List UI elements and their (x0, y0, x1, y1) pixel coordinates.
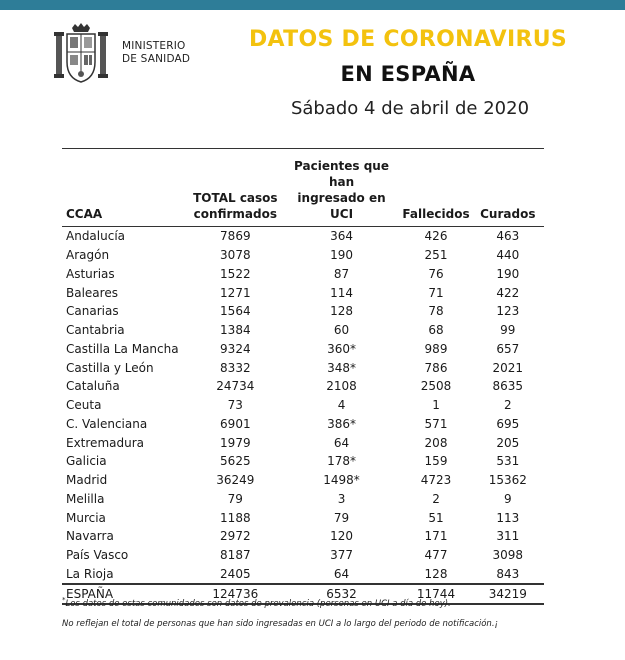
cell-fallecidos: 571 (424, 416, 448, 431)
cell-curados: 657 (496, 341, 520, 356)
cell-uci: 2108 (326, 379, 357, 394)
table-row (62, 546, 544, 565)
header-uci-line-2: ingresado en UCI (297, 191, 386, 221)
cell-total-cases: 24734 (216, 379, 255, 394)
top-accent-bar (0, 0, 625, 10)
table-row (62, 340, 544, 359)
cell-ccaa: Madrid (66, 473, 108, 488)
cell-total-cases: 8187 (220, 548, 251, 563)
cell-fallecidos: 68 (428, 323, 444, 338)
footnote-text-1: Los datos de estas comunidades son datos de prevalencia (personas en UCI a día de hoy). (65, 598, 451, 609)
cell-total-cases: 1271 (220, 285, 251, 300)
header-uci-line-1: Pacientes que han (294, 159, 389, 189)
cell-uci: 364 (330, 229, 353, 244)
cell-curados: 113 (496, 510, 520, 525)
cell-ccaa: País Vasco (66, 548, 129, 563)
cell-total-cases: 1522 (220, 266, 251, 281)
cell-ccaa: Cataluña (66, 379, 120, 394)
ministry-line-2: DE SANIDAD (122, 53, 191, 65)
cell-fallecidos: 78 (428, 304, 444, 319)
cell-ccaa: Galicia (66, 454, 107, 469)
table-row (62, 396, 544, 415)
cell-curados: 123 (496, 304, 520, 319)
table-body (62, 227, 544, 605)
cell-ccaa: Ceuta (66, 398, 102, 413)
cell-uci: 377 (330, 548, 353, 563)
cell-ccaa: La Rioja (66, 566, 114, 581)
cell-total-cases: 79 (227, 491, 243, 506)
table-row (62, 227, 544, 246)
page-title: DATOS DE CORONAVIRUS (248, 27, 568, 52)
cell-uci: 120 (330, 529, 353, 544)
cell-fallecidos: 76 (428, 266, 444, 281)
table-row (62, 358, 544, 377)
cell-ccaa: Aragón (66, 248, 110, 263)
cell-ccaa: C. Valenciana (66, 416, 148, 431)
cell-curados: 99 (500, 323, 516, 338)
header-fallecidos: Fallecidos (400, 158, 471, 227)
table-row (62, 471, 544, 490)
coat-of-arms-icon (52, 22, 110, 84)
cell-total-cases: 6901 (220, 416, 251, 431)
cell-total-cases: 9324 (220, 341, 251, 356)
cell-ccaa: Cantabria (66, 323, 125, 338)
table-row (62, 283, 544, 302)
cell-ccaa: Castilla La Mancha (66, 341, 179, 356)
cell-uci: 1498* (323, 473, 360, 488)
header-ccaa: CCAA (62, 158, 188, 227)
cell-uci: 190 (330, 248, 353, 263)
header-total-line-1: TOTAL casos (193, 191, 278, 205)
cell-fallecidos: 2 (432, 491, 440, 506)
ministry-logo (52, 22, 202, 84)
covid-data-table (62, 158, 544, 605)
table-row (62, 565, 544, 585)
cell-fallecidos: 128 (424, 566, 448, 581)
cell-curados: 843 (496, 566, 520, 581)
cell-curados: 311 (496, 529, 520, 544)
cell-fallecidos: 251 (424, 248, 448, 263)
header-uci (283, 158, 401, 227)
cell-curados: 3098 (492, 548, 524, 563)
table-header-row (62, 158, 544, 227)
cell-uci: 386* (327, 416, 356, 431)
cell-total-cases: 2972 (220, 529, 251, 544)
table-row (62, 302, 544, 321)
cell-uci: 360* (327, 341, 356, 356)
cell-total-cases: 8332 (220, 360, 251, 375)
cell-curados: 34219 (472, 584, 544, 604)
cell-total-cases: 1188 (220, 510, 251, 525)
cell-fallecidos: 51 (428, 510, 444, 525)
header-total-line-2: confirmados (193, 207, 277, 221)
cell-ccaa: Extremadura (66, 435, 144, 450)
cell-uci: 114 (330, 285, 353, 300)
cell-uci: 128 (330, 304, 353, 319)
cell-total-cases: 5625 (220, 454, 251, 469)
table-row (62, 321, 544, 340)
cell-uci: 3 (337, 491, 346, 506)
cell-curados: 8635 (492, 379, 524, 394)
cell-total-cases: 36249 (216, 473, 255, 488)
cell-total-cases: 3078 (220, 248, 251, 263)
cell-uci: 348* (327, 360, 356, 375)
cell-ccaa: Navarra (66, 529, 114, 544)
cell-curados: 695 (496, 416, 520, 431)
ministry-line-1: MINISTERIO (122, 40, 186, 52)
cell-fallecidos: 2508 (420, 379, 452, 394)
cell-total-cases: 1384 (220, 323, 251, 338)
cell-fallecidos: 426 (424, 229, 448, 244)
footnote-line-1 (62, 590, 582, 614)
cell-fallecidos: 159 (424, 454, 448, 469)
cell-curados: 2 (503, 398, 512, 413)
cell-curados: 15362 (488, 473, 527, 488)
header-total-cases (188, 158, 283, 227)
cell-fallecidos: 4723 (420, 473, 452, 488)
cell-ccaa: ESPAÑA (62, 584, 188, 604)
cell-fallecidos: 477 (424, 548, 448, 563)
cell-total-cases: 7869 (220, 229, 251, 244)
cell-uci: 87 (333, 266, 350, 281)
table-row (62, 508, 544, 527)
cell-curados: 190 (496, 266, 520, 281)
footnotes (62, 590, 582, 634)
cell-total-cases: 2405 (220, 566, 251, 581)
cell-ccaa: Melilla (66, 491, 105, 506)
cell-fallecidos: 786 (424, 360, 448, 375)
table-row (62, 527, 544, 546)
cell-ccaa: Asturias (66, 266, 115, 281)
footnote-line-2: No reflejan el total de personas que han sido ingresadas en UCI a lo largo del periodo de notificación.¡ (62, 618, 498, 629)
header-curados: Curados (472, 158, 544, 227)
cell-total-cases: 124736 (188, 584, 283, 604)
cell-total-cases: 1564 (220, 304, 251, 319)
cell-uci: 178* (327, 454, 356, 469)
cell-uci: 4 (337, 398, 346, 413)
cell-fallecidos: 171 (424, 529, 448, 544)
cell-uci: 64 (333, 566, 350, 581)
cell-curados: 422 (496, 285, 520, 300)
cell-curados: 463 (496, 229, 520, 244)
table-row (62, 265, 544, 284)
cell-curados: 9 (503, 491, 512, 506)
cell-uci: 64 (333, 435, 350, 450)
cell-fallecidos: 989 (424, 341, 448, 356)
cell-ccaa: Baleares (66, 285, 118, 300)
cell-fallecidos: 1 (432, 398, 440, 413)
table-top-rule (62, 148, 544, 149)
report-date: Sábado 4 de abril de 2020 (290, 98, 530, 119)
cell-ccaa: Castilla y León (66, 360, 154, 375)
cell-uci: 60 (333, 323, 350, 338)
table-row (62, 490, 544, 509)
cell-ccaa: Canarias (66, 304, 119, 319)
cell-curados: 531 (496, 454, 520, 469)
ministry-name (122, 40, 190, 66)
page-subtitle: EN ESPAÑA (340, 62, 476, 86)
table-row (62, 452, 544, 471)
cell-uci: 6532 (283, 584, 401, 604)
cell-curados: 205 (496, 435, 520, 450)
table-row (62, 246, 544, 265)
cell-fallecidos: 71 (428, 285, 444, 300)
cell-curados: 440 (496, 248, 520, 263)
cell-total-cases: 73 (227, 398, 243, 413)
footnote-marker: * (62, 596, 66, 604)
table-row (62, 377, 544, 396)
table-row (62, 415, 544, 434)
cell-curados: 2021 (492, 360, 524, 375)
cell-total-cases: 1979 (220, 435, 251, 450)
cell-fallecidos: 208 (424, 435, 448, 450)
table-row (62, 433, 544, 452)
cell-ccaa: Murcia (66, 510, 106, 525)
cell-fallecidos: 11744 (400, 584, 471, 604)
cell-ccaa: Andalucía (66, 229, 126, 244)
cell-uci: 79 (333, 510, 350, 525)
